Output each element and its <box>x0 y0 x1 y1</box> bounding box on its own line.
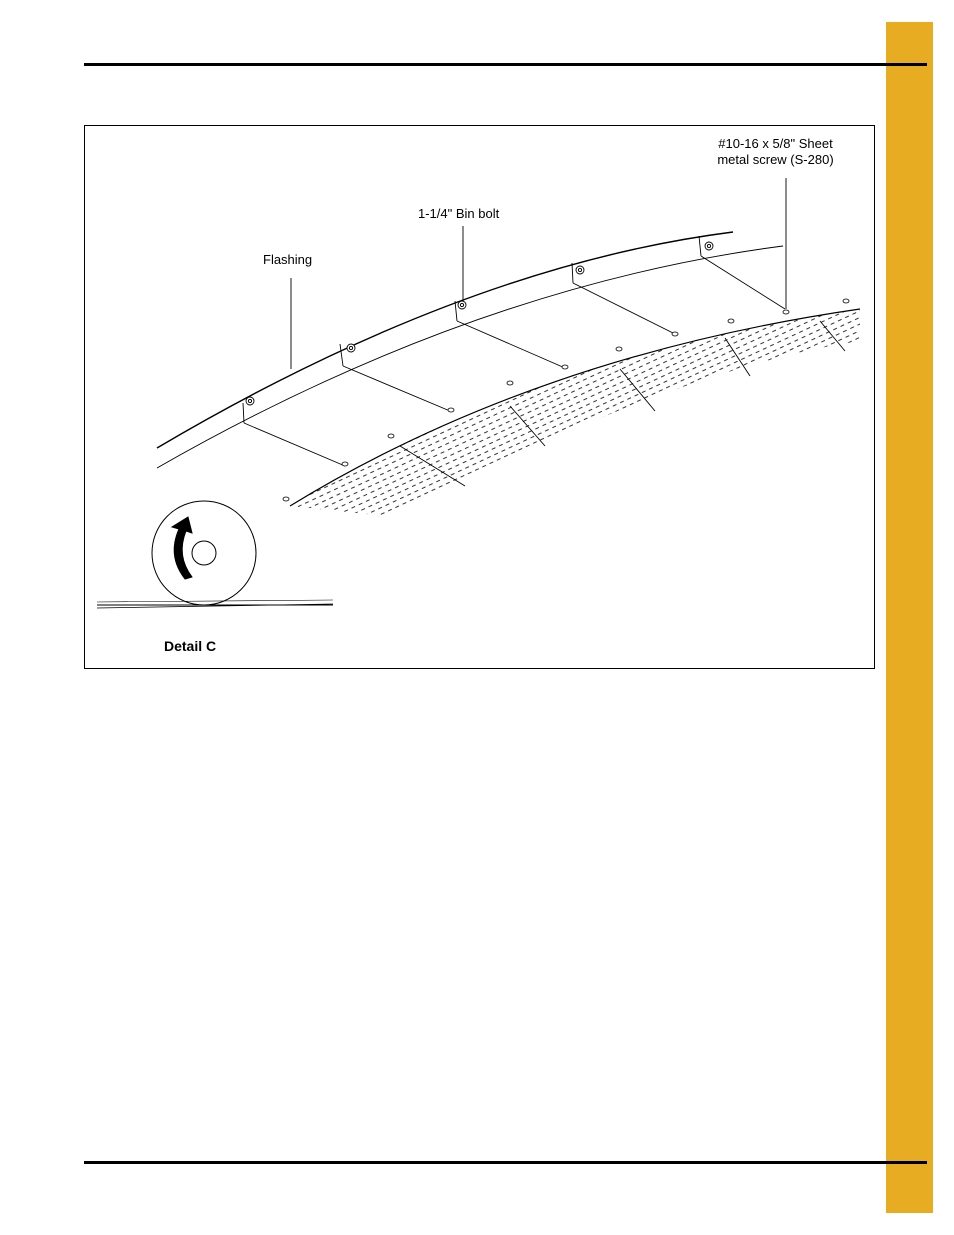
detail-caption: Detail C <box>164 638 217 654</box>
sheet-screw-label: #10-16 x 5/8" Sheet metal screw (S-280) <box>717 136 834 167</box>
flashing-label: Flashing <box>263 252 313 267</box>
bin-bolt-label: 1-1/4" Bin bolt <box>418 206 500 221</box>
chapter-side-tab <box>886 22 933 1213</box>
footer-rule <box>84 1161 927 1164</box>
roof-sheet-band <box>290 309 860 516</box>
detail-c-figure <box>84 125 875 669</box>
header-rule <box>84 63 927 66</box>
rotation-arrow-icon <box>172 517 192 579</box>
roller-wheel <box>97 501 333 608</box>
